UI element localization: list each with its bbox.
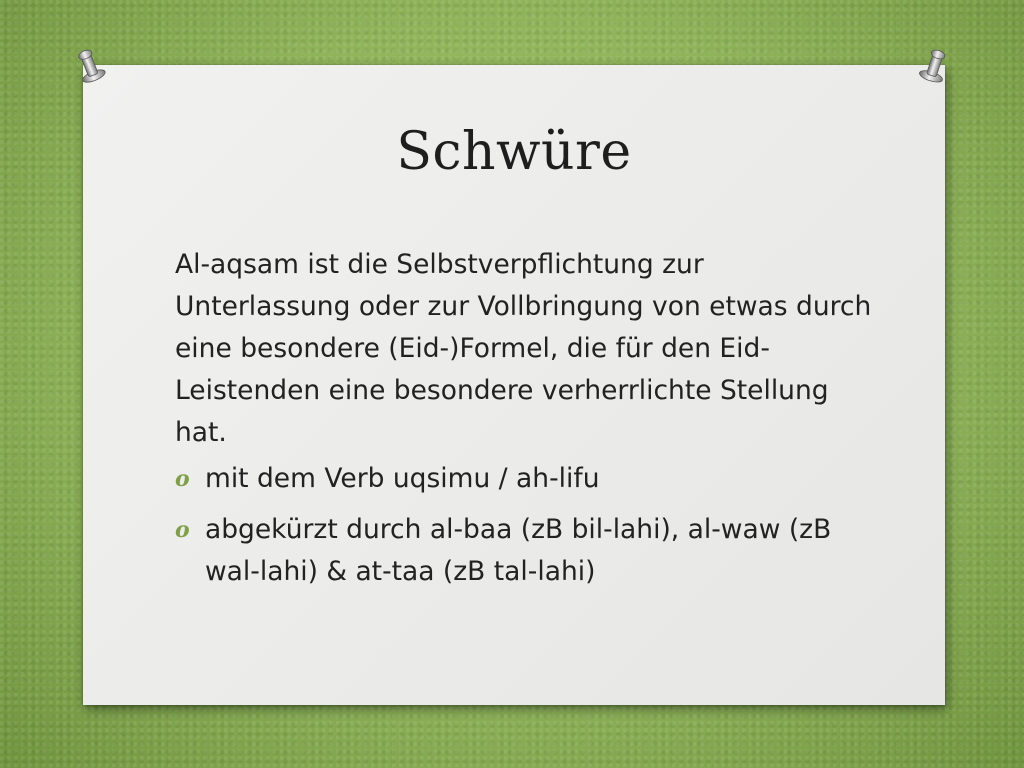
slide-paragraph: Al-aqsam ist die Selbstverpflichtung zur Unterlassung oder zur Vollbringung von etwas durch eine besondere (Eid-)Formel, die für den Eid-Leistenden eine besondere verherrlichte Stellung hat. xyxy=(175,249,872,448)
bullet-icon: o xyxy=(175,466,190,492)
slide-title: Schwüre xyxy=(396,122,632,182)
list-item xyxy=(175,458,875,500)
list-item xyxy=(175,509,875,593)
bullet-text: mit dem Verb uqsimu / ah-lifu xyxy=(205,463,600,494)
bullet-text: abgekürzt durch al-baa (zB bil-lahi), al-waw (zB wal-lahi) & at-taa (zB tal-lahi) xyxy=(205,514,832,587)
bullet-icon: o xyxy=(175,517,190,543)
bullet-list xyxy=(175,458,875,602)
